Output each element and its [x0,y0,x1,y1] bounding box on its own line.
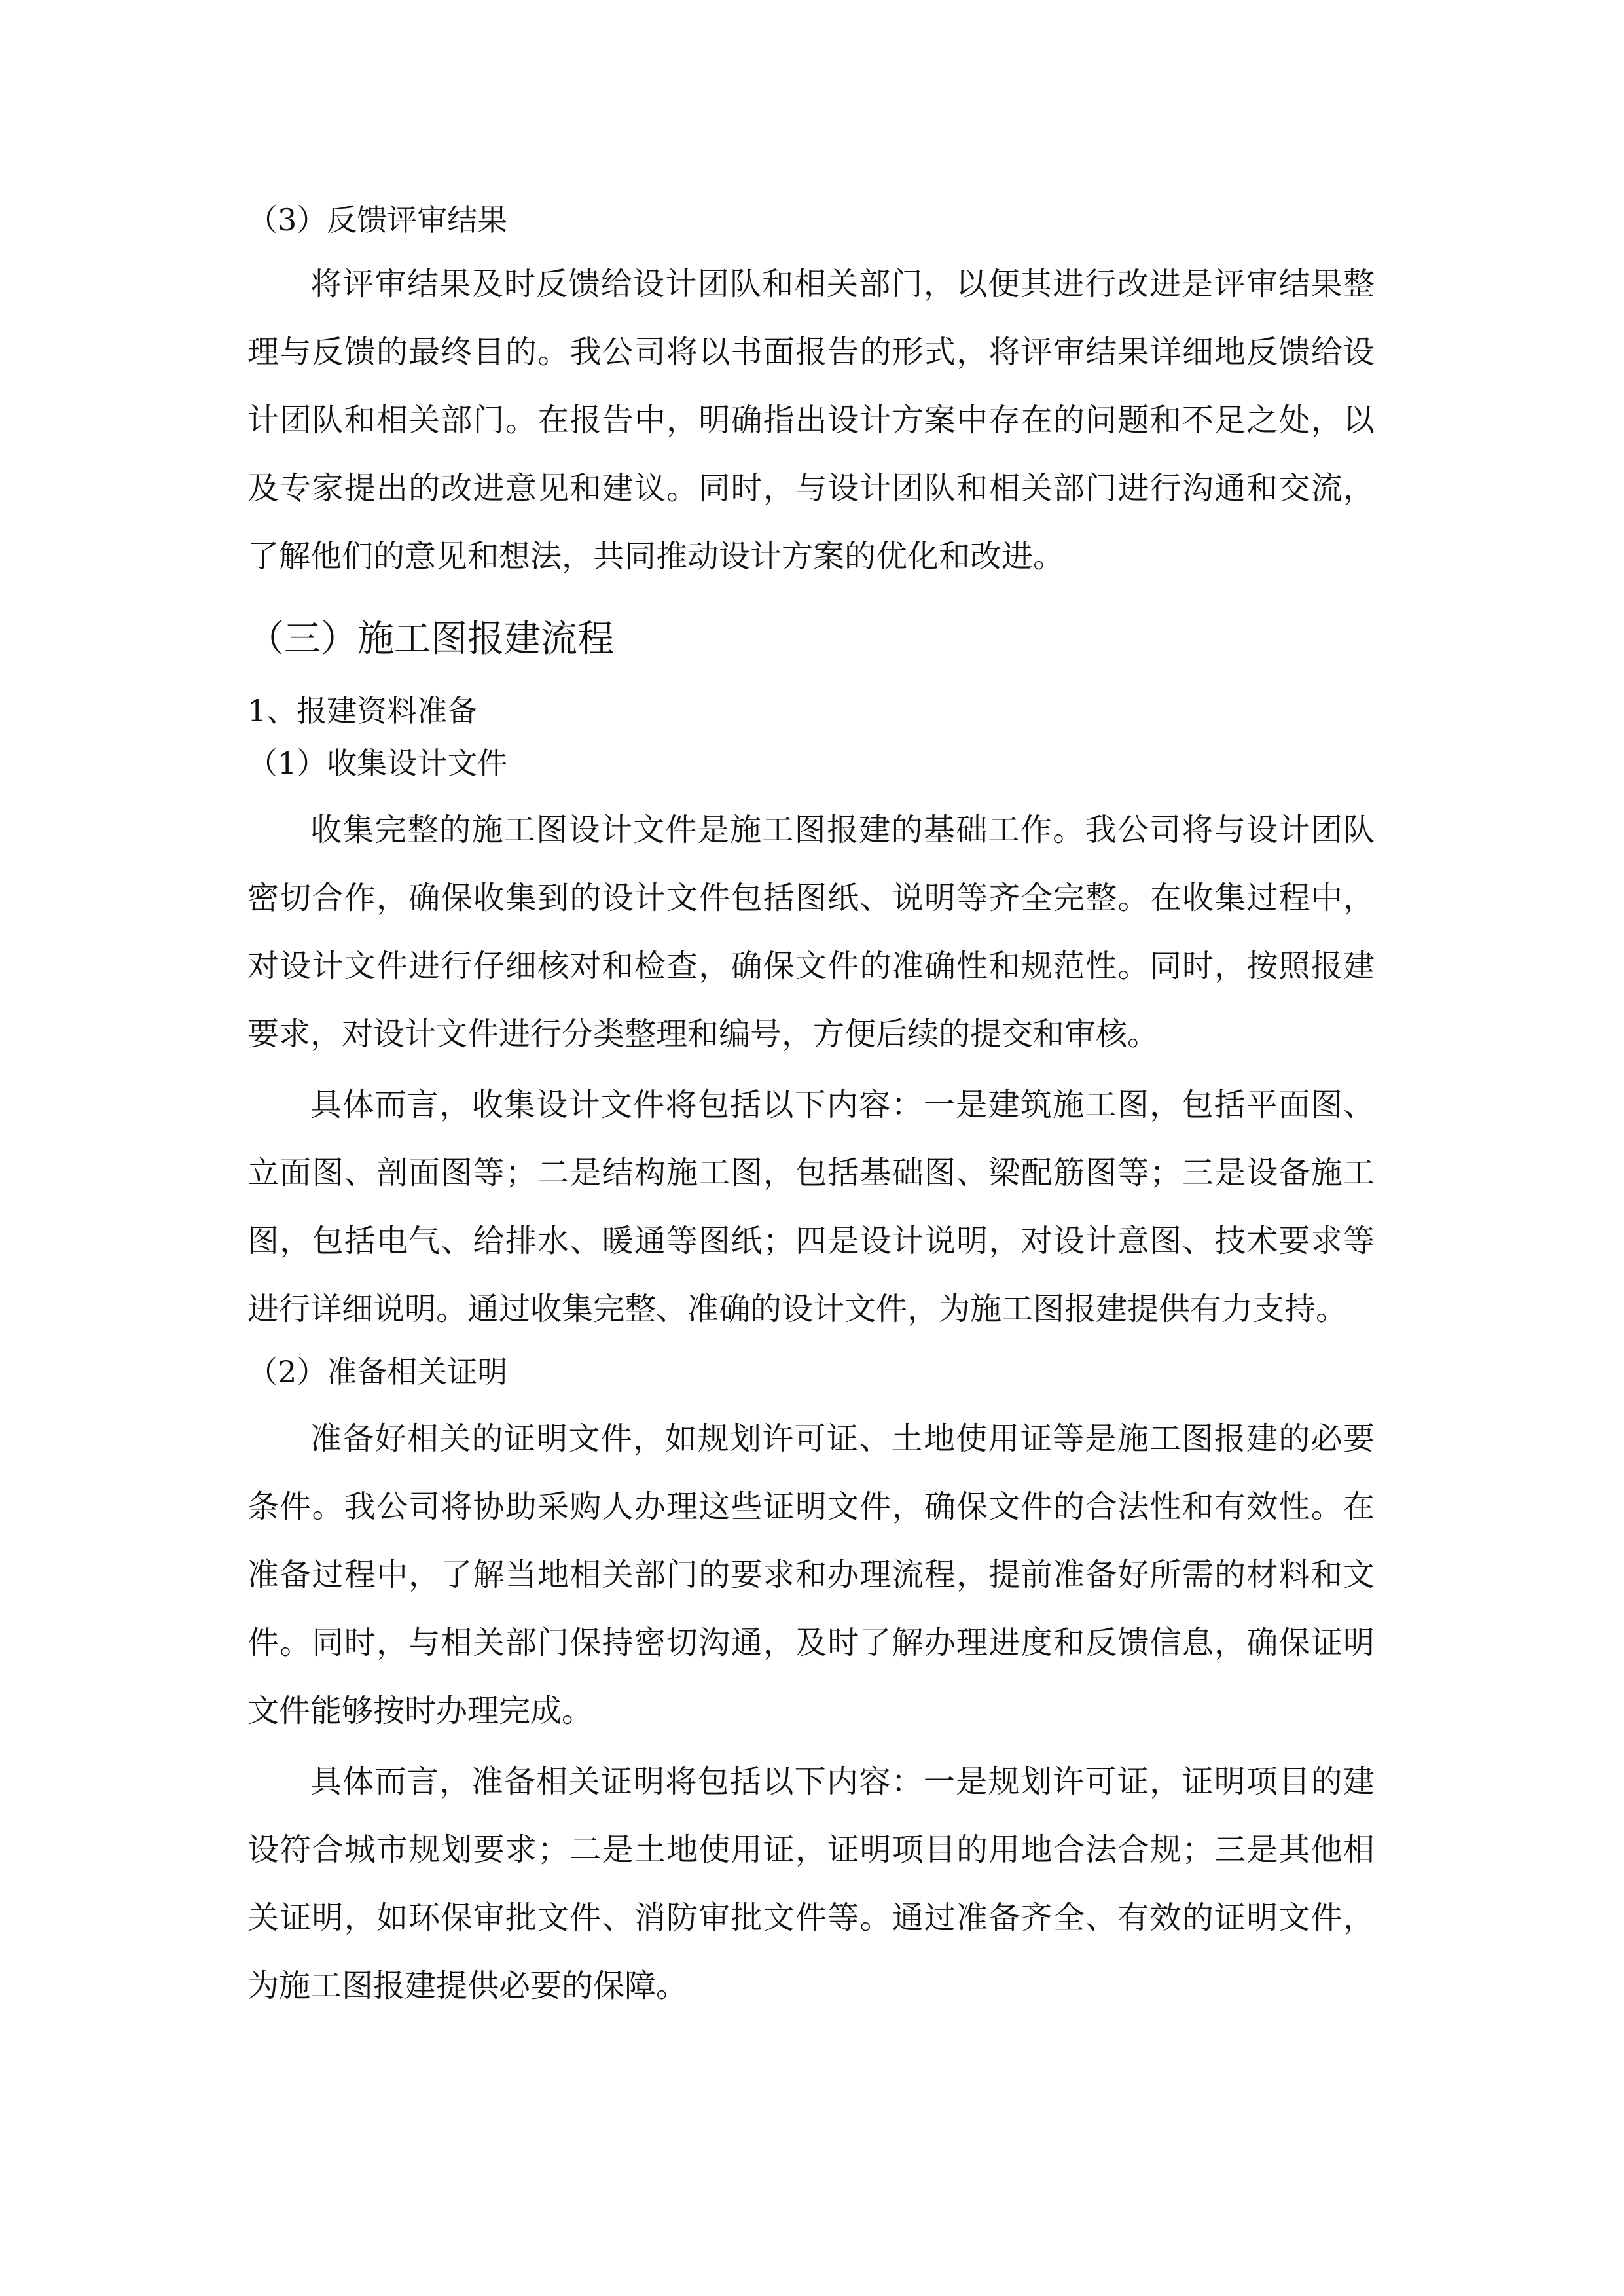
paragraph-collect-2: 具体而言，收集设计文件将包括以下内容：一是建筑施工图，包括平面图、立面图、剖面图等；二是结构施工图，包括基础图、梁配筋图等；三是设备施工图，包括电气、给排水、暖通等图纸；四是设计说明，对设计意图、技术要求等进行详细说明。通过收集完整、准确的设计文件，为施工图报建提供有力支持。 [247,1086,1375,1327]
page-content [247,190,1375,2022]
section-heading-construction-drawing-filing: （三）施工图报建流程 [247,618,614,660]
item-heading-filing-materials: 1、报建资料准备 [247,693,478,728]
subheading-prepare-certificates: （2）准备相关证明 [247,1354,508,1390]
paragraph-collect-1: 收集完整的施工图设计文件是施工图报建的基础工作。我公司将与设计团队密切合作，确保收集到的设计文件包括图纸、说明等齐全完整。在收集过程中，对设计文件进行仔细核对和检查，确保文件的准确性和规范性。同时，按照报建要求，对设计文件进行分类整理和编号，方便后续的提交和审核。 [247,812,1375,1052]
paragraph-feedback: 将评审结果及时反馈给设计团队和相关部门，以便其进行改进是评审结果整理与反馈的最终目的。我公司将以书面报告的形式，将评审结果详细地反馈给设计团队和相关部门。在报告中，明确指出设计方案中存在的问题和不足之处，以及专家提出的改进意见和建议。同时，与设计团队和相关部门进行沟通和交流，了解他们的意见和想法，共同推动设计方案的优化和改进。 [247,266,1375,575]
subheading-feedback-results: （3）反馈评审结果 [247,202,508,238]
subheading-collect-design-files: （1）收集设计文件 [247,745,508,781]
paragraph-prepare-1: 准备好相关的证明文件，如规划许可证、土地使用证等是施工图报建的必要条件。我公司将协助采购人办理这些证明文件，确保文件的合法性和有效性。在准备过程中，了解当地相关部门的要求和办理流程，提前准备好所需的材料和文件。同时，与相关部门保持密切沟通，及时了解办理进度和反馈信息，确保证明文件能够按时办理完成。 [247,1420,1375,1729]
paragraph-prepare-2: 具体而言，准备相关证明将包括以下内容：一是规划许可证，证明项目的建设符合城市规划要求；二是土地使用证，证明项目的用地合法合规；三是其他相关证明，如环保审批文件、消防审批文件等。通过准备齐全、有效的证明文件，为施工图报建提供必要的保障。 [247,1763,1375,2004]
